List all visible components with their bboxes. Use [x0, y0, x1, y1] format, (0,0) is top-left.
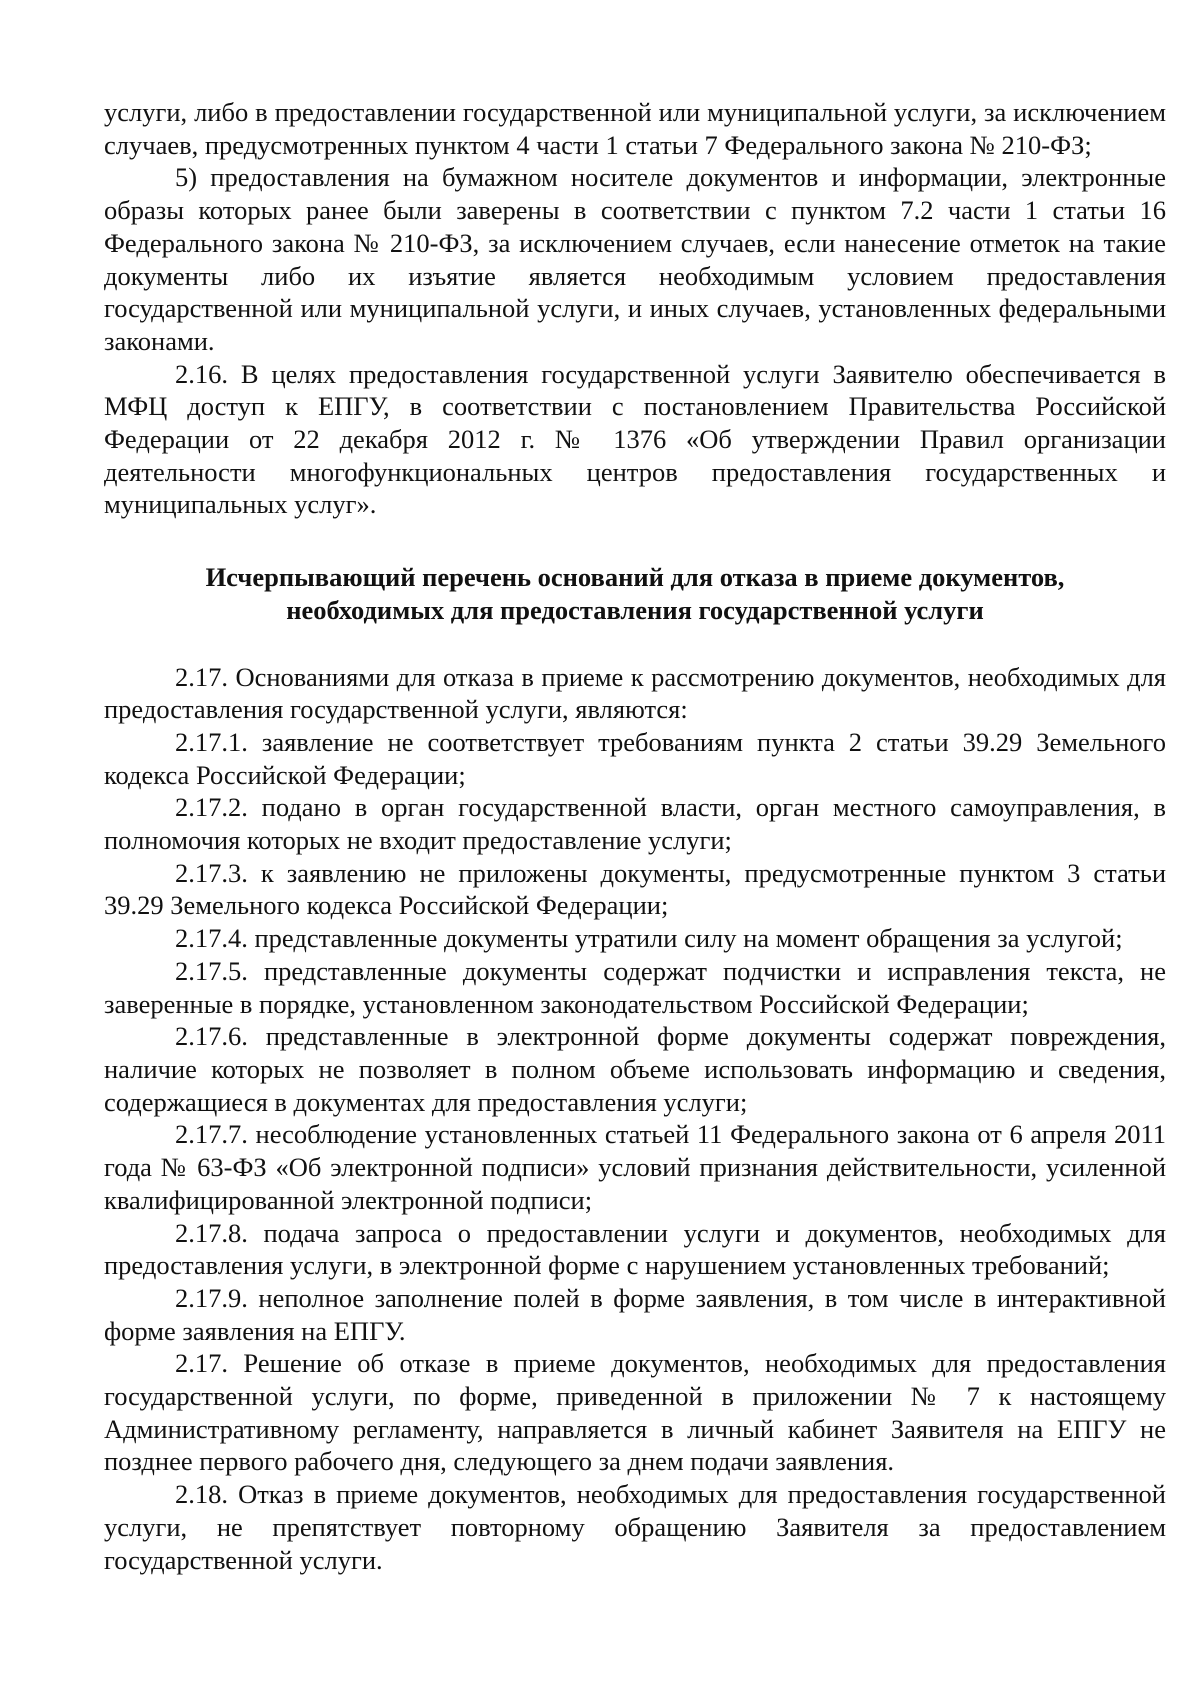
paragraph-item-5: 5) предоставления на бумажном носителе документов и информации, электронные образы которых ранее были заверены в соответствии с пунктом 7.2 части 1 статьи 16 Федерального закона № 210-ФЗ, за исключением случаев, если нанесение отметок на такие документы либо их изъятие является необходимым условием предоставления государственной или муниципальной услуги, и иных случаев, установленных федеральными законами.	[104, 162, 1166, 356]
paragraph-continuation: услуги, либо в предоставлении государственной или муниципальной услуги, за исключением случаев, предусмотренных пунктом 4 части 1 статьи 7 Федерального закона № 210-ФЗ;	[104, 97, 1166, 160]
paragraph-2-17-6: 2.17.6. представленные в электронной форме документы содержат повреждения, наличие которых не позволяет в полном объеме использовать информацию и сведения, содержащиеся в документах для предоставления услуги;	[104, 1021, 1166, 1117]
paragraph-2-17-2: 2.17.2. подано в орган государственной власти, орган местного самоуправления, в полномочия которых не входит предоставление услуги;	[104, 792, 1166, 856]
section-heading-line-2: необходимых для предоставления государственной услуги	[286, 594, 984, 625]
paragraph-2-17-decision: 2.17. Решение об отказе в приеме документов, необходимых для предоставления государственной услуги, по форме, приведенной в приложении № 7 к настоящему Административному регламенту, направляется в личный кабинет Заявителя на ЕПГУ не позднее первого рабочего дня, следующего за днем подачи заявления.	[104, 1348, 1166, 1477]
paragraph-2-17-7: 2.17.7. несоблюдение установленных статьей 11 Федерального закона от 6 апреля 2011 года № 63-ФЗ «Об электронной подписи» условий признания действительности, усиленной квалифицированной электронной подписи;	[104, 1119, 1166, 1215]
paragraph-2-17-9: 2.17.9. неполное заполнение полей в форме заявления, в том числе в интерактивной форме заявления на ЕПГУ.	[104, 1282, 1166, 1346]
paragraph-2-18: 2.18. Отказ в приеме документов, необходимых для предоставления государственной услуги, не препятствует повторному обращению Заявителя за предоставлением государственной услуги.	[104, 1479, 1166, 1575]
paragraph-2-17-1: 2.17.1. заявление не соответствует требованиям пункта 2 статьи 39.29 Земельного кодекса Российской Федерации;	[104, 726, 1166, 790]
paragraph-2-17-8: 2.17.8. подача запроса о предоставлении услуги и документов, необходимых для предоставления услуги, в электронной форме с нарушением установленных требований;	[104, 1217, 1166, 1281]
paragraph-2-17-5: 2.17.5. представленные документы содержат подчистки и исправления текста, не заверенные в порядке, установленном законодательством Российской Федерации;	[104, 955, 1166, 1019]
section-heading	[104, 561, 1166, 626]
paragraph-2-17: 2.17. Основаниями для отказа в приеме к рассмотрению документов, необходимых для предоставления государственной услуги, являются:	[104, 661, 1166, 725]
document-page	[104, 96, 1166, 1576]
paragraph-2-17-3: 2.17.3. к заявлению не приложены документы, предусмотренные пунктом 3 статьи 39.29 Земельного кодекса Российской Федерации;	[104, 857, 1166, 921]
paragraph-2-16: 2.16. В целях предоставления государственной услуги Заявителю обеспечивается в МФЦ доступ к ЕПГУ, в соответствии с постановлением Правительства Российской Федерации от 22 декабря 2012 г. № 1376 «Об утверждении Правил организации деятельности многофункциональных центров предоставления государственных и муниципальных услуг».	[104, 358, 1166, 520]
section-heading-line-1: Исчерпывающий перечень оснований для отказа в приеме документов,	[205, 562, 1065, 593]
paragraph-2-17-4: 2.17.4. представленные документы утратили силу на момент обращения за услугой;	[175, 923, 1123, 954]
